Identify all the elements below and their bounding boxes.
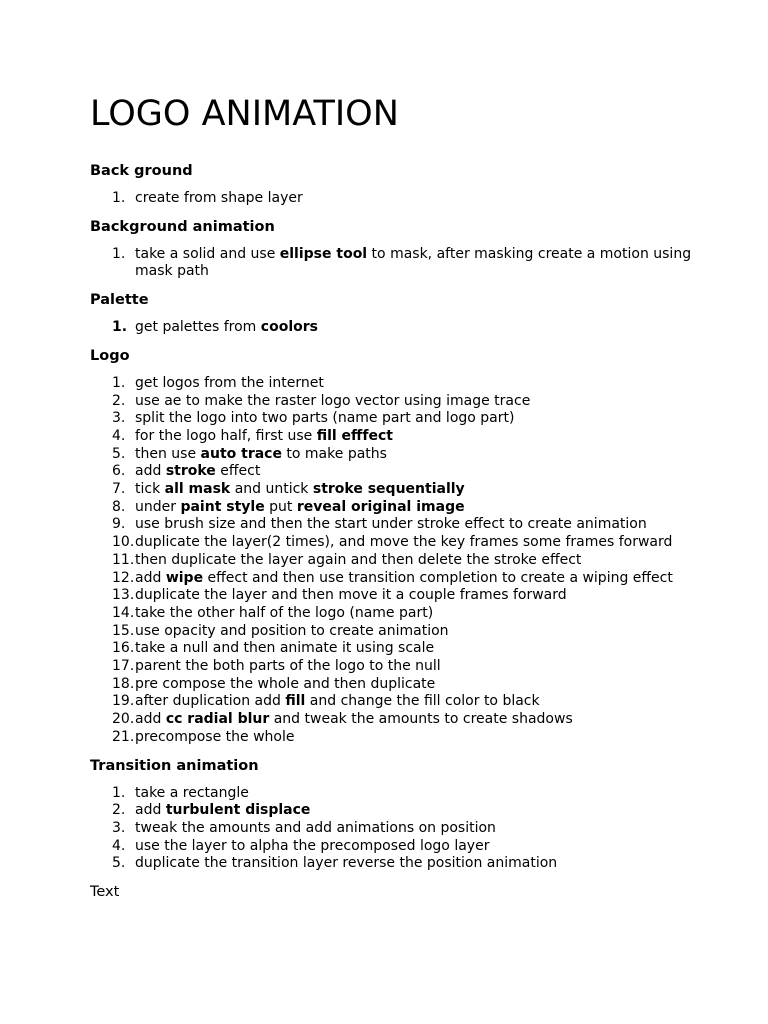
step-text: [135, 838, 730, 856]
step-text-run: add: [135, 463, 166, 480]
step-number: 5.: [112, 855, 126, 872]
step-text-bold: wipe: [165, 569, 204, 586]
step-number: 5.: [112, 445, 126, 462]
step-number: 21.: [112, 728, 135, 745]
section-heading: Text: [90, 884, 120, 901]
step-text: [135, 446, 730, 464]
step-text-bold: all mask: [164, 481, 231, 498]
list-item: [90, 802, 730, 820]
step-text: [135, 802, 730, 820]
step-text: [135, 499, 730, 517]
step-text: [135, 693, 730, 711]
step-text: [135, 319, 730, 337]
section-heading: Palette: [90, 292, 149, 309]
step-number: 8.: [112, 498, 126, 515]
list-item: [90, 605, 730, 623]
step-number: 6.: [112, 463, 126, 480]
step-text-run: get logos from the internet: [135, 374, 324, 391]
step-number: 13.: [112, 587, 135, 604]
step-text-bold: coolors: [260, 319, 318, 336]
step-text: [135, 785, 730, 803]
step-text: [135, 481, 730, 499]
step-list: [90, 246, 730, 281]
step-number: 2.: [112, 802, 126, 819]
step-number: 4.: [112, 837, 126, 854]
step-text-run: create from shape layer: [135, 190, 303, 206]
step-text-run: take a null and then animate it using scale: [135, 640, 435, 657]
step-number: 15.: [112, 622, 135, 639]
step-text-run: after duplication add: [135, 693, 286, 710]
step-text-bold: fill: [285, 693, 306, 710]
step-text-run: duplicate the transition layer reverse the position animation: [135, 855, 558, 872]
list-item: [90, 446, 730, 464]
step-number: 4.: [112, 427, 126, 444]
step-text: [135, 820, 730, 838]
step-text-run: add: [135, 802, 166, 819]
step-text-run: duplicate the layer and then move it a couple frames forward: [135, 587, 567, 604]
step-text-run: take a solid and use: [135, 245, 280, 262]
step-number: 10.: [112, 534, 135, 551]
step-text: [135, 410, 730, 428]
step-list: [90, 190, 730, 208]
step-text: [135, 570, 730, 588]
step-text-run: parent the both parts of the logo to the null: [135, 658, 441, 675]
list-item: [90, 838, 730, 856]
page-title: LOGO ANIMATION: [90, 94, 399, 134]
step-text: [135, 658, 730, 676]
step-number: 3.: [112, 410, 126, 427]
step-text-run: to mask, after masking create a motion using mask path: [135, 245, 700, 280]
list-item: [90, 587, 730, 605]
step-text-run: pre compose the whole and then duplicate: [135, 675, 436, 692]
list-item: [90, 623, 730, 641]
step-text: [135, 676, 730, 694]
step-text-bold: auto trace: [200, 445, 282, 462]
list-item: [90, 481, 730, 499]
step-number: 18.: [112, 675, 135, 692]
step-text: [135, 534, 730, 552]
list-item: [90, 785, 730, 803]
step-number: 11.: [112, 551, 135, 568]
step-text: [135, 855, 730, 873]
list-item: [90, 570, 730, 588]
step-text-run: under: [135, 498, 181, 515]
step-text-run: then use: [135, 445, 201, 462]
list-item: [90, 375, 730, 393]
step-text-run: use brush size and then the start under stroke effect to create animation: [135, 516, 647, 533]
step-text: [135, 587, 730, 605]
step-text-run: tweak the amounts and add animations on position: [135, 819, 496, 836]
list-item: [90, 499, 730, 517]
list-item: [90, 676, 730, 694]
section-heading: Background animation: [90, 218, 275, 235]
section-heading: Transition animation: [90, 757, 259, 774]
step-text: [135, 375, 730, 393]
step-text: [135, 640, 730, 658]
step-number: 2.: [112, 392, 126, 409]
list-item: [90, 190, 730, 208]
step-text-run: use opacity and position to create animation: [135, 622, 449, 639]
list-item: [90, 729, 730, 747]
list-item: [90, 640, 730, 658]
step-text: [135, 246, 730, 281]
step-text-bold: stroke: [165, 463, 216, 480]
step-text: [135, 393, 730, 411]
step-number: 9.: [112, 516, 126, 533]
step-text: [135, 428, 730, 446]
step-list: [90, 785, 730, 874]
step-text: [135, 729, 730, 747]
list-item: [90, 552, 730, 570]
step-text-run: effect: [215, 463, 261, 480]
list-item: [90, 393, 730, 411]
step-number: 1.: [112, 374, 126, 391]
step-number: 1.: [112, 190, 126, 206]
list-item: [90, 855, 730, 873]
step-text-run: use the layer to alpha the precomposed logo layer: [135, 837, 490, 854]
step-text-run: put: [264, 498, 297, 515]
list-item: [90, 658, 730, 676]
step-text-run: and tweak the amounts to create shadows: [269, 711, 573, 728]
step-text-bold: reveal original image: [296, 498, 465, 515]
step-text-run: take a rectangle: [135, 784, 249, 801]
step-text: [135, 516, 730, 534]
step-number: 19.: [112, 693, 135, 710]
list-item: [90, 463, 730, 481]
step-text: [135, 463, 730, 481]
list-item: [90, 516, 730, 534]
step-number: 7.: [112, 481, 126, 498]
list-item: [90, 428, 730, 446]
step-text-run: get palettes from: [135, 319, 261, 336]
step-text-run: precompose the whole: [135, 728, 295, 745]
step-text-run: add: [135, 569, 166, 586]
step-text-bold: paint style: [180, 498, 265, 515]
step-text: [135, 190, 730, 208]
list-item: [90, 534, 730, 552]
list-item: [90, 711, 730, 729]
step-number: 1.: [112, 784, 126, 801]
list-item: [90, 410, 730, 428]
step-number: 3.: [112, 819, 126, 836]
step-text: [135, 605, 730, 623]
list-item: [90, 820, 730, 838]
step-text-run: and untick: [230, 481, 313, 498]
step-number: 14.: [112, 604, 135, 621]
step-number: 20.: [112, 711, 135, 728]
step-number: 17.: [112, 658, 135, 675]
step-text-run: duplicate the layer(2 times), and move the key frames some frames forward: [135, 534, 673, 551]
step-text: [135, 623, 730, 641]
step-text-bold: stroke sequentially: [312, 481, 465, 498]
step-text-run: use ae to make the raster logo vector using image trace: [135, 392, 531, 409]
section-heading: Back ground: [90, 163, 193, 179]
step-text-run: split the logo into two parts (name part and logo part): [135, 410, 515, 427]
step-list: [90, 319, 730, 337]
step-text-run: take the other half of the logo (name part): [135, 604, 434, 621]
step-text-bold: cc radial blur: [165, 711, 270, 728]
step-text-run: for the logo half, first use: [135, 427, 317, 444]
step-text: [135, 552, 730, 570]
step-text-bold: fill efffect: [316, 427, 393, 444]
step-list: [90, 375, 730, 747]
step-text-run: then duplicate the layer again and then delete the stroke effect: [135, 551, 582, 568]
list-item: [90, 693, 730, 711]
step-text-run: effect and then use transition completion to create a wiping effect: [203, 569, 673, 586]
step-text-run: to make paths: [281, 445, 387, 462]
step-text-run: and change the fill color to black: [305, 693, 540, 710]
list-item: [90, 319, 730, 337]
step-number: 16.: [112, 640, 135, 657]
step-text-run: add: [135, 711, 166, 728]
step-text-bold: turbulent displace: [165, 802, 311, 819]
list-item: [90, 246, 730, 281]
step-number: 1.: [112, 245, 126, 262]
document-body: [90, 158, 730, 901]
step-text: [135, 711, 730, 729]
step-number: 1.: [112, 319, 128, 336]
step-text-bold: ellipse tool: [279, 245, 368, 262]
section-heading: Logo: [90, 347, 130, 364]
step-text-run: tick: [135, 481, 165, 498]
step-number: 12.: [112, 569, 135, 586]
